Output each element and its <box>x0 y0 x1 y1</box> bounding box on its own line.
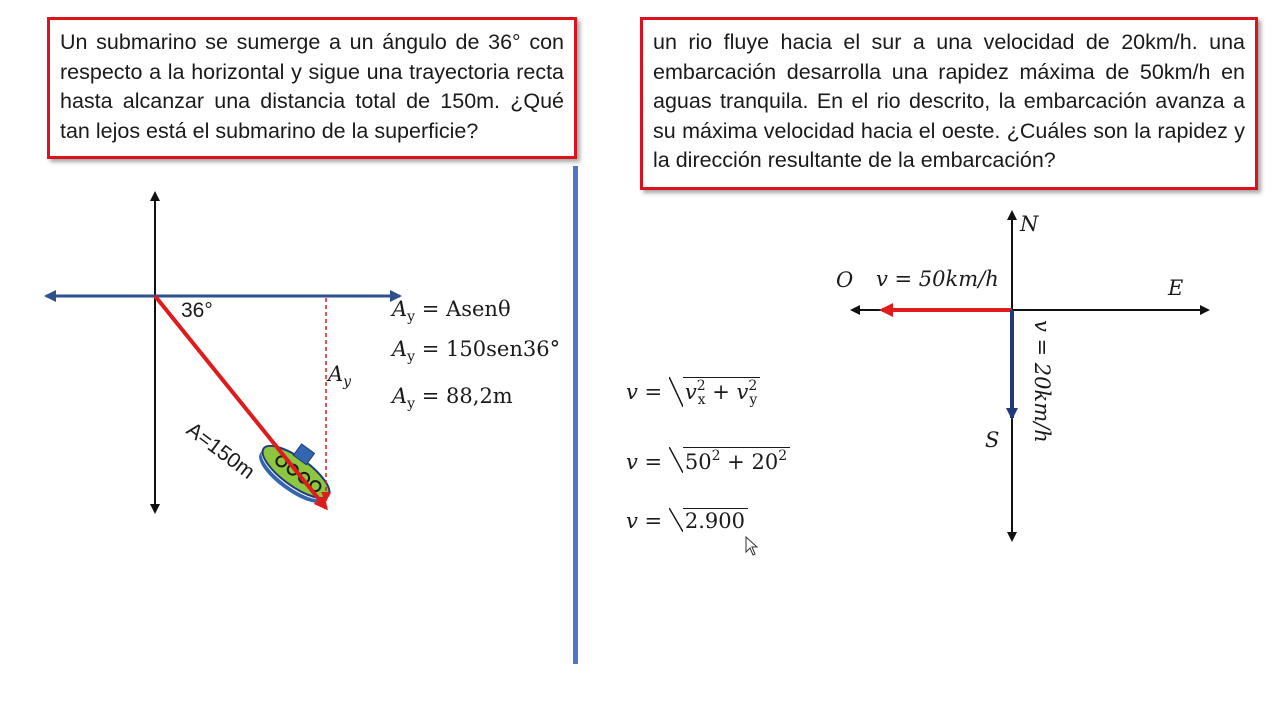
res-eq1-vx: v <box>684 380 697 404</box>
res-eq1-lhs: v = <box>626 380 663 404</box>
mouse-cursor-icon <box>745 536 759 556</box>
res-eq3-sqrt <box>683 508 748 533</box>
west-velocity-label: v = 50km/h <box>876 267 999 291</box>
resultant-eq-1 <box>626 377 760 408</box>
res-eq1-y-sub: y <box>749 392 758 408</box>
angle-label: 36° <box>181 299 213 322</box>
res-eq2-a: 50 <box>684 450 712 474</box>
resultant-eq-3 <box>626 508 748 533</box>
submarine-eq-3 <box>392 384 513 412</box>
eq1-sub: y <box>407 309 416 325</box>
problem-river-text: un rio fluye hacia el sur a una velocidad de 20km/h. una embarcación desarrolla una rapidez máxima de 50km/h en aguas tranquila. En el rio descrito, la embarcación avanza a su máxima velocidad hacia el oeste. ¿Cuáles son la rapidez y la dirección resultante de la embarcación? <box>653 30 1245 172</box>
component-ay-base: A <box>328 362 344 386</box>
res-eq3-lhs: v = <box>626 509 663 533</box>
res-eq2-plus: + <box>727 450 745 474</box>
north-label: N <box>1020 212 1039 236</box>
eq2-rhs: = 150sen36° <box>421 337 561 361</box>
res-eq3-value: 2.900 <box>684 509 745 533</box>
component-ay-sub: y <box>343 374 352 390</box>
res-eq2-b: 20 <box>751 450 779 474</box>
eq3-lhs: A <box>392 384 408 408</box>
eq3-sub: y <box>407 396 416 412</box>
submarine-eq-2 <box>392 337 560 365</box>
res-eq1-sup-a: 2 <box>696 378 706 394</box>
eq2-lhs: A <box>392 337 408 361</box>
res-eq2-lhs: v = <box>626 450 663 474</box>
south-velocity-label: v = 20km/h <box>1030 320 1054 443</box>
eq1-lhs: A <box>392 297 408 321</box>
res-eq1-vy: v <box>736 380 749 404</box>
submarine-eq-1 <box>392 297 511 325</box>
res-eq2-sqrt <box>683 447 790 474</box>
component-ay-label <box>328 362 351 390</box>
res-eq1-x-sub: x <box>697 392 706 408</box>
problem-submarine-text: Un submarino se sumerge a un ángulo de 36° con respecto a la horizontal y sigue una trayectoria recta hasta alcanzar una distancia total de 150m. ¿Qué tan lejos está el submarino de la superficie? <box>60 30 564 143</box>
east-label: E <box>1168 276 1184 300</box>
res-eq2-sup-b: 2 <box>778 448 788 464</box>
res-eq1-sqrt <box>683 377 760 408</box>
vector-a-label: A=150m <box>182 418 259 484</box>
eq2-sub: y <box>407 349 416 365</box>
south-label: S <box>985 428 1000 452</box>
west-label: O <box>836 268 854 292</box>
eq1-rhs: = Asenθ <box>421 297 511 321</box>
submarine-icon <box>252 427 344 511</box>
res-eq2-sup-a: 2 <box>711 448 721 464</box>
resultant-eq-2 <box>626 447 790 474</box>
eq3-rhs: = 88,2m <box>421 384 513 408</box>
res-eq1-sup-b: 2 <box>748 378 758 394</box>
res-eq1-plus: + <box>712 380 730 404</box>
